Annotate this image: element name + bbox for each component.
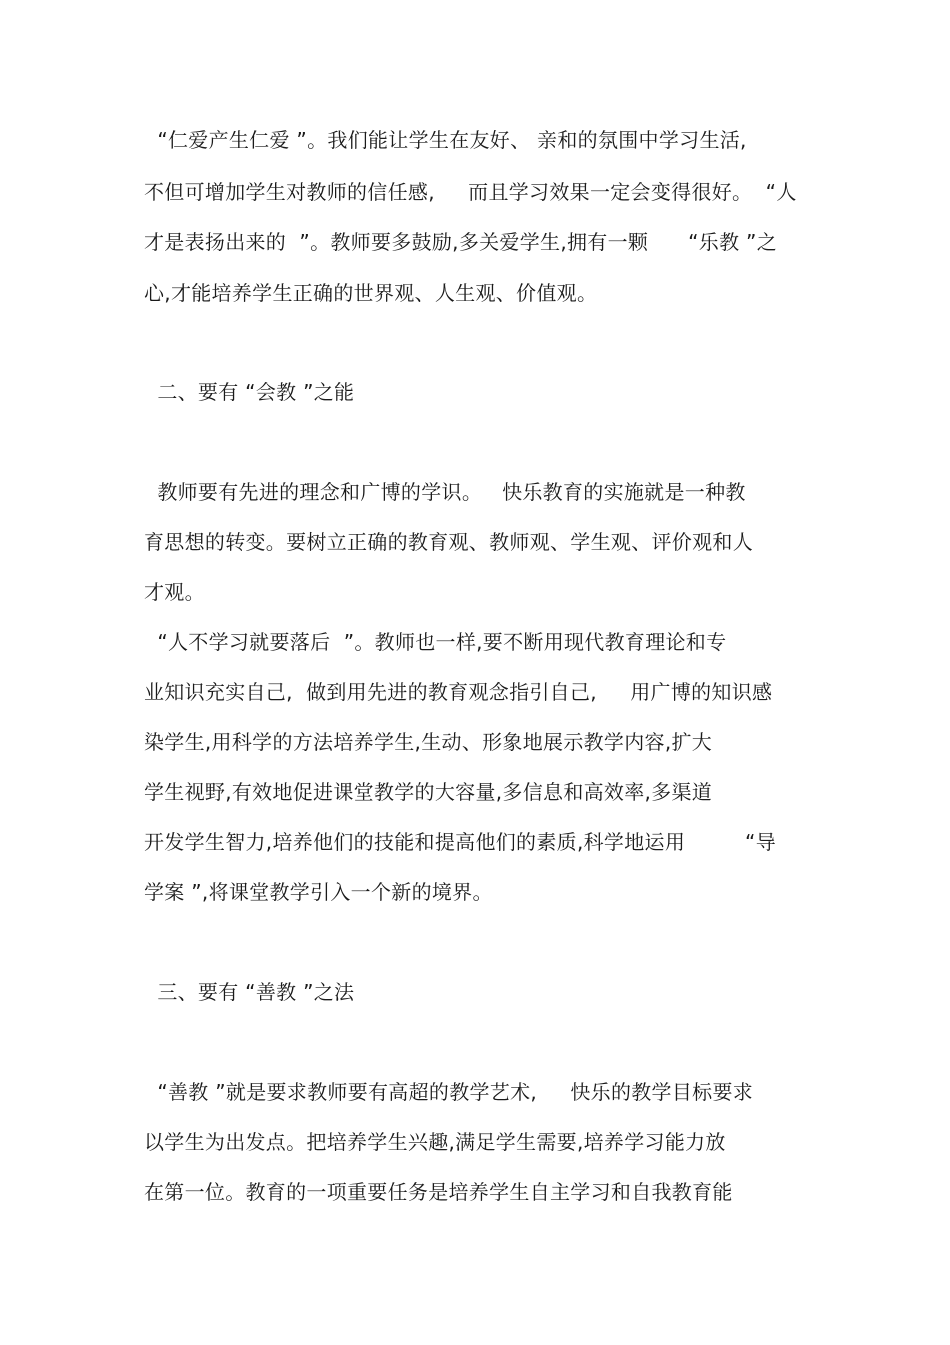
text-line: 不但可增加学生对教师的信任感, 而且学习效果一定会变得很好。 “人 bbox=[144, 180, 797, 204]
text-line: “善教 ”就是要求教师要有高超的教学艺术, 快乐的教学目标要求 bbox=[144, 1080, 754, 1104]
heading-line: 三、要有 “善教 ”之法 bbox=[144, 980, 355, 1004]
text-line: 染学生,用科学的方法培养学生,生动、形象地展示教学内容,扩大 bbox=[144, 730, 713, 754]
text-line: “仁爱产生仁爱 ”。我们能让学生在友好、 亲和的氛围中学习生活, bbox=[144, 128, 747, 152]
text-line: 育思想的转变。要树立正确的教育观、教师观、学生观、评价观和人 bbox=[144, 530, 753, 554]
text-line: 才观。 bbox=[144, 580, 205, 604]
heading-line: 二、要有 “会教 ”之能 bbox=[144, 380, 355, 404]
text-line: 在第一位。教育的一项重要任务是培养学生自主学习和自我教育能 bbox=[144, 1180, 733, 1204]
text-line: 以学生为出发点。把培养学生兴趣,满足学生需要,培养学习能力放 bbox=[144, 1130, 726, 1154]
text-line: 才是表扬出来的 ”。教师要多鼓励,多关爱学生,拥有一颗 “乐教 ”之 bbox=[144, 230, 778, 254]
text-line: 开发学生智力,培养他们的技能和提高他们的素质,科学地运用 “导 bbox=[144, 830, 776, 854]
text-line: 学生视野,有效地促进课堂教学的大容量,多信息和高效率,多渠道 bbox=[144, 780, 713, 804]
text-line: “人不学习就要落后 ”。教师也一样,要不断用现代教育理论和专 bbox=[144, 630, 727, 654]
text-line: 业知识充实自己, 做到用先进的教育观念指引自己, 用广博的知识感 bbox=[144, 680, 773, 704]
text-line: 学案 ”,将课堂教学引入一个新的境界。 bbox=[144, 880, 493, 904]
text-line: 心,才能培养学生正确的世界观、人生观、价值观。 bbox=[144, 281, 598, 305]
text-line: 教师要有先进的理念和广博的学识。 快乐教育的实施就是一种教 bbox=[144, 480, 746, 504]
